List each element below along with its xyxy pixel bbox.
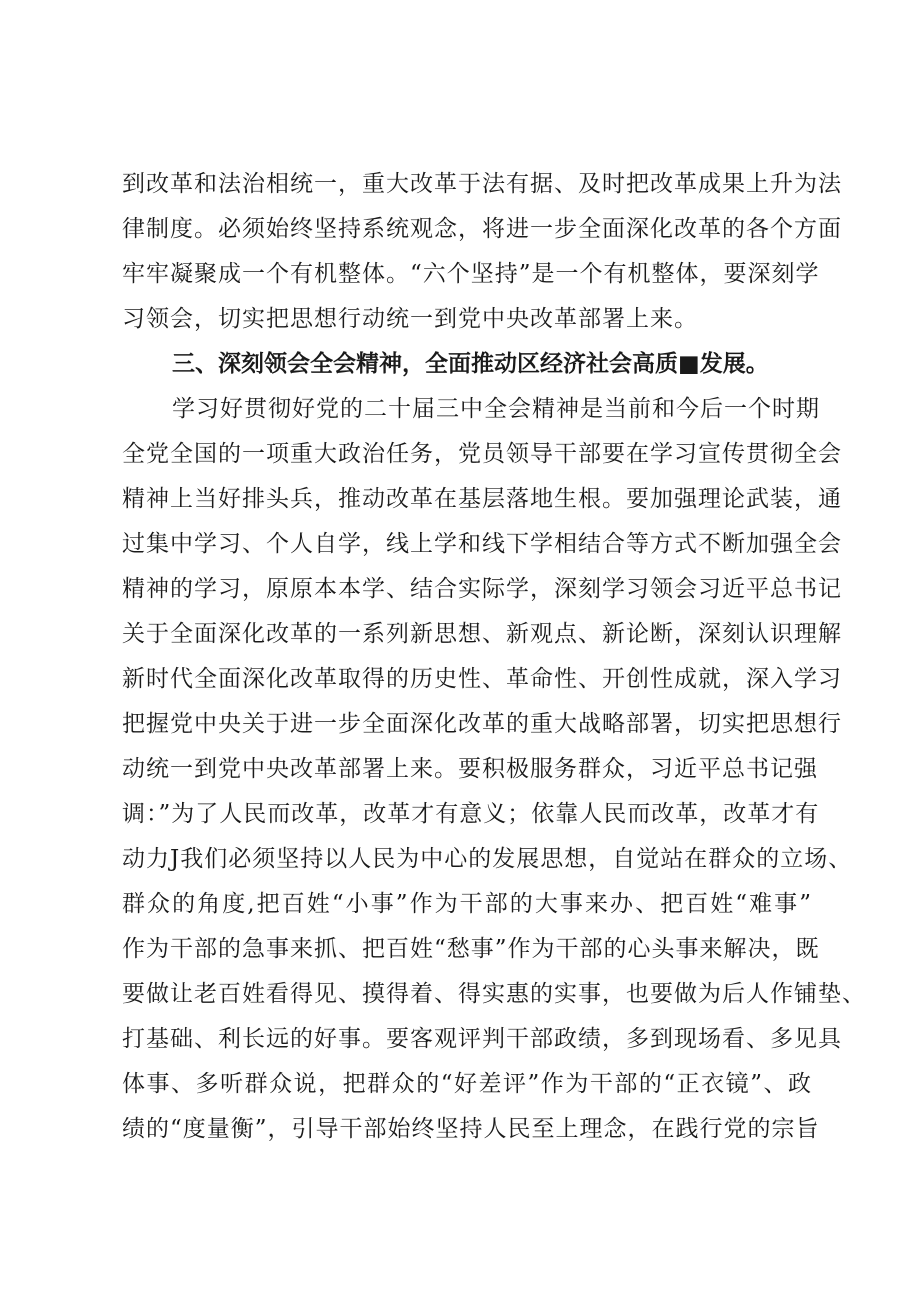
paragraph-line: 过集中学习、个人自学，线上学和线下学相结合等方式不断加强全会 xyxy=(122,531,842,557)
paragraph-line: 调：”为了人民而改革，改革才有意义；依靠人民而改革，改革才有 xyxy=(122,801,820,827)
paragraph-line: 动力J我们必须坚持以人民为中心的发展思想，自觉站在群众的立场、 xyxy=(122,846,853,872)
paragraph-line: 体事、多听群众说，把群众的“好差评”作为干部的“正衣镜”、政 xyxy=(122,1071,812,1097)
paragraph-line: 要做让老百姓看得见、摸得着、得实惠的实事，也要做为后人作铺垫、 xyxy=(122,981,866,1007)
paragraph-line: 打基础、利长远的好事。要客观评判干部政绩，多到现场看、多见具 xyxy=(122,1026,842,1052)
paragraph-line: 新时代全面深化改革取得的历史性、革命性、开创性成就，深入学习 xyxy=(122,666,842,692)
paragraph-line: 全党全国的一项重大政治任务，党员领导干部要在学习宣传贯彻全会 xyxy=(122,441,842,467)
section-heading: 三、深刻领会全会精神，全面推动区经济社会高质■发展。 xyxy=(172,351,769,377)
paragraph-line: 精神的学习，原原本本学、结合实际学，深刻学习领会习近平总书记 xyxy=(122,576,842,602)
paragraph-line: 牢牢凝聚成一个有机整体。“六个坚持”是一个有机整体，要深刻学 xyxy=(122,261,820,287)
paragraph-line: 绩的“度量衡”，引导干部始终坚持人民至上理念，在践行党的宗旨 xyxy=(122,1116,820,1142)
paragraph-line: 习领会，切实把思想行动统一到党中央改革部署上来。 xyxy=(122,306,698,332)
paragraph-line: 律制度。必须始终坚持系统观念，将进一步全面深化改革的各个方面 xyxy=(122,216,842,242)
paragraph-line: 学习好贯彻好党的二十届三中全会精神是当前和今后一个时期 xyxy=(172,396,820,422)
paragraph-line: 作为干部的急事来抓、把百姓“愁事”作为干部的心头事来解决，既 xyxy=(122,936,820,962)
paragraph-line: 到改革和法治相统一，重大改革于法有据、及时把改革成果上升为法 xyxy=(122,171,842,197)
paragraph-line: 把握党中央关于进一步全面深化改革的重大战略部署，切实把思想行 xyxy=(122,711,842,737)
paragraph-line: 关于全面深化改革的一系列新思想、新观点、新论断，深刻认识理解 xyxy=(122,621,842,647)
paragraph-line: 动统一到党中央改革部署上来。要积极服务群众，习近平总书记强 xyxy=(122,756,818,782)
paragraph-line: 精神上当好排头兵，推动改革在基层落地生根。要加强理论武装，通 xyxy=(122,486,842,512)
paragraph-line: 群众的角度,把百姓“小事”作为干部的大事来办、把百姓“难事” xyxy=(122,891,812,917)
